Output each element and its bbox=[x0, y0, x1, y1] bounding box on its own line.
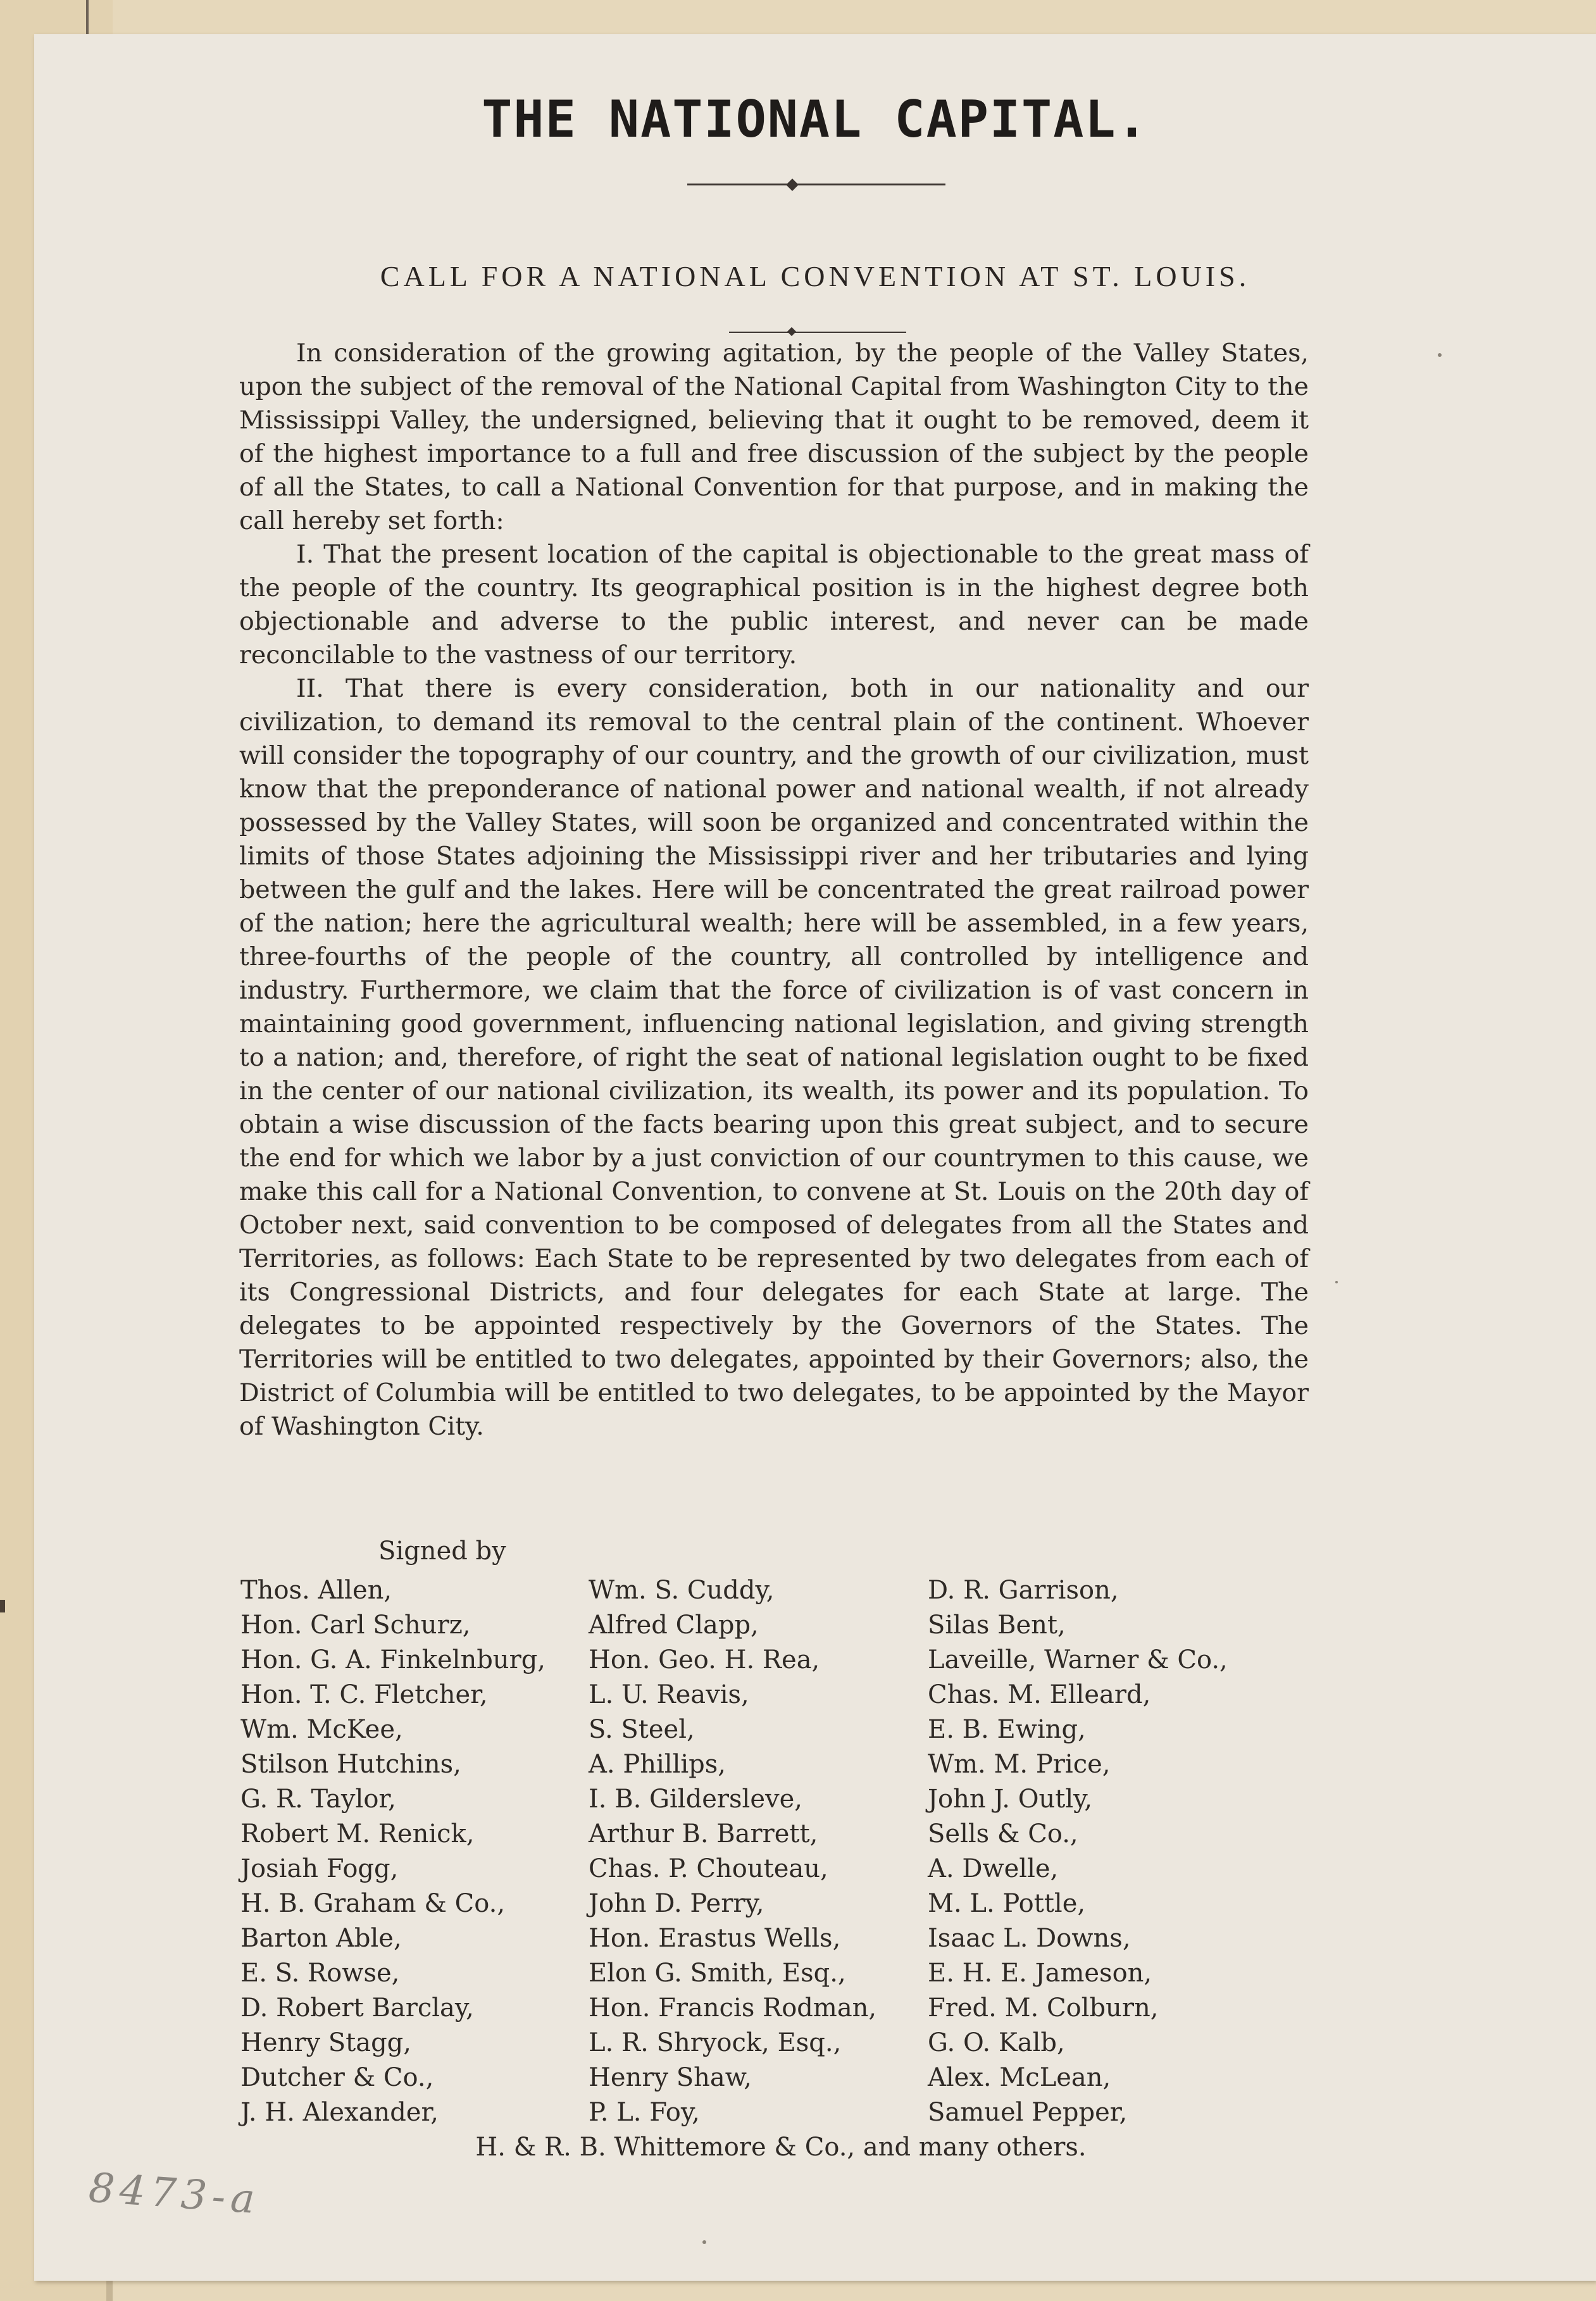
signer-name: Hon. G. A. Finkelnburg, bbox=[240, 1645, 546, 1674]
signer-name: Sells & Co., bbox=[928, 1819, 1078, 1849]
signer-name: H. B. Graham & Co., bbox=[240, 1889, 506, 1918]
signer-name: E. B. Ewing, bbox=[928, 1715, 1086, 1744]
signer-name: Hon. T. C. Fletcher, bbox=[240, 1680, 488, 1709]
signer-name: Fred. M. Colburn, bbox=[928, 1993, 1159, 2023]
paper-speck bbox=[1335, 1281, 1338, 1283]
signer-name: D. R. Garrison, bbox=[928, 1576, 1119, 1605]
intro-paragraph: In consideration of the growing agitation, by the people of the Valley States, upon the subject of the removal of the National Capital from Washington City to the Mississippi Valley, the undersigned, believing that it ought to be removed, deem it of the highest importance to a full and free discussion of the subject by the people of all the States, to call a National Convention for that purpose, and in making the call hereby set forth: bbox=[239, 339, 1309, 535]
signer-name: E. S. Rowse, bbox=[240, 1959, 400, 1988]
signer-name: Laveille, Warner & Co., bbox=[928, 1645, 1228, 1674]
signer-name: Silas Bent, bbox=[928, 1611, 1066, 1640]
signer-name: Josiah Fogg, bbox=[240, 1854, 399, 1883]
subtitle-divider-ornament bbox=[787, 327, 796, 336]
signer-name: Wm. S. Cuddy, bbox=[589, 1576, 775, 1605]
signer-name: A. Phillips, bbox=[589, 1750, 726, 1779]
signers-column-1 bbox=[240, 1573, 546, 2130]
signer-name: L. R. Shryock, Esq., bbox=[589, 2028, 842, 2057]
document-title: THE NATIONAL CAPITAL. bbox=[482, 90, 1149, 149]
signer-name: Wm. McKee, bbox=[240, 1715, 403, 1744]
subtitle-divider-rule bbox=[729, 332, 906, 333]
signer-name: Henry Stagg, bbox=[240, 2028, 411, 2057]
paper-speck bbox=[702, 2240, 706, 2244]
signer-name: Wm. M. Price, bbox=[928, 1750, 1111, 1779]
signer-name: Dutcher & Co., bbox=[240, 2063, 434, 2092]
title-divider-rule bbox=[687, 184, 945, 185]
signer-name: E. H. E. Jameson, bbox=[928, 1959, 1152, 1988]
signer-name: A. Dwelle, bbox=[928, 1854, 1059, 1883]
signer-name: M. L. Pottle, bbox=[928, 1889, 1086, 1918]
signer-name: D. Robert Barclay, bbox=[240, 1993, 474, 2023]
closing-signers-line: H. & R. B. Whittemore & Co., and many others. bbox=[475, 2133, 1087, 2162]
signer-name: Stilson Hutchins, bbox=[240, 1750, 461, 1779]
signer-name: P. L. Foy, bbox=[589, 2098, 700, 2127]
signer-name: Chas. M. Elleard, bbox=[928, 1680, 1151, 1709]
signer-name: G. O. Kalb, bbox=[928, 2028, 1065, 2057]
edge-tick-mark bbox=[0, 1600, 5, 1612]
signer-name: Henry Shaw, bbox=[589, 2063, 752, 2092]
signer-name: Hon. Carl Schurz, bbox=[240, 1611, 471, 1640]
signer-name: L. U. Reavis, bbox=[589, 1680, 749, 1709]
title-divider-ornament bbox=[786, 178, 799, 191]
convention-call-text bbox=[239, 337, 1309, 1444]
signer-name: Samuel Pepper, bbox=[928, 2098, 1128, 2127]
signer-name: I. B. Gildersleve, bbox=[589, 1785, 802, 1814]
paper-speck bbox=[1438, 353, 1442, 357]
signer-name: Barton Able, bbox=[240, 1924, 402, 1953]
signers-column-3 bbox=[928, 1573, 1228, 2130]
signer-name: Hon. Geo. H. Rea, bbox=[589, 1645, 820, 1674]
signers-column-2 bbox=[589, 1573, 876, 2130]
signer-name: Robert M. Renick, bbox=[240, 1819, 475, 1849]
signer-name: J. H. Alexander, bbox=[240, 2098, 439, 2127]
signer-name: John D. Perry, bbox=[589, 1889, 764, 1918]
signer-name: Thos. Allen, bbox=[240, 1576, 392, 1605]
signer-name: Hon. Erastus Wells, bbox=[589, 1924, 841, 1953]
signed-by-label: Signed by bbox=[378, 1537, 506, 1566]
signer-name: S. Steel, bbox=[589, 1715, 695, 1744]
signer-name: John J. Outly, bbox=[928, 1785, 1093, 1814]
signer-name: Alex. McLean, bbox=[928, 2063, 1111, 2092]
point-two-paragraph: II. That there is every consideration, both in our nationality and our civilization, to demand its removal to the central plain of the continent. Whoever will consider the topography of our country, and the growth of our civilization, must know that the preponderance of national power and national wealth, if not already possessed by the Valley States, will soon be organized and concentrated within the limits of those States adjoining the Mississippi river and her tributaries and lying between the gulf and the lakes. Here will be concentrated the great railroad power of the nation; here the agricultural wealth; here will be assembled, in a few years, three-fourths of the people of the country, all controlled by intelligence and industry. Furthermore, we claim that the force of civilization is of vast concern in maintaining good government, influencing national legislation, and giving strength to a nation; and, therefore, of right the seat of national legislation ought to be fixed in the center of our national civilization, its wealth, its power and its population. To obtain a wise discussion of the facts bearing upon this great subject, and to secure the end for which we labor by a just conviction of our countrymen to this cause, we make this call for a National Convention, to convene at St. Louis on the 20th day of October next, said convention to be composed of delegates from all the States and Territories, as follows: Each State to be represented by two delegates from each of its Congressional Districts, and four delegates for each State at large. The delegates to be appointed respectively by the Governors of the States. The Territories will be entitled to two delegates, appointed by their Governors; also, the District of Columbia will be entitled to two delegates, to be appointed by the Mayor of Washington City. bbox=[239, 674, 1309, 1441]
signer-name: Arthur B. Barrett, bbox=[589, 1819, 818, 1849]
signer-name: Chas. P. Chouteau, bbox=[589, 1854, 828, 1883]
document-subtitle: CALL FOR A NATIONAL CONVENTION AT ST. LOUIS. bbox=[380, 260, 1250, 292]
point-one-paragraph: I. That the present location of the capital is objectionable to the great mass of the people of the country. Its geographical position is in the highest degree both objectionable and adverse to the public interest, and never can be made reconcilable to the vastness of our territory. bbox=[239, 540, 1309, 670]
handwritten-catalog-number: 8473-a bbox=[87, 2164, 261, 2224]
mount-board-mark bbox=[86, 0, 89, 38]
signer-name: Elon G. Smith, Esq., bbox=[589, 1959, 846, 1988]
signer-name: G. R. Taylor, bbox=[240, 1785, 396, 1814]
signer-name: Isaac L. Downs, bbox=[928, 1924, 1131, 1953]
signer-name: Hon. Francis Rodman, bbox=[589, 1993, 877, 2023]
signer-name: Alfred Clapp, bbox=[589, 1611, 759, 1640]
